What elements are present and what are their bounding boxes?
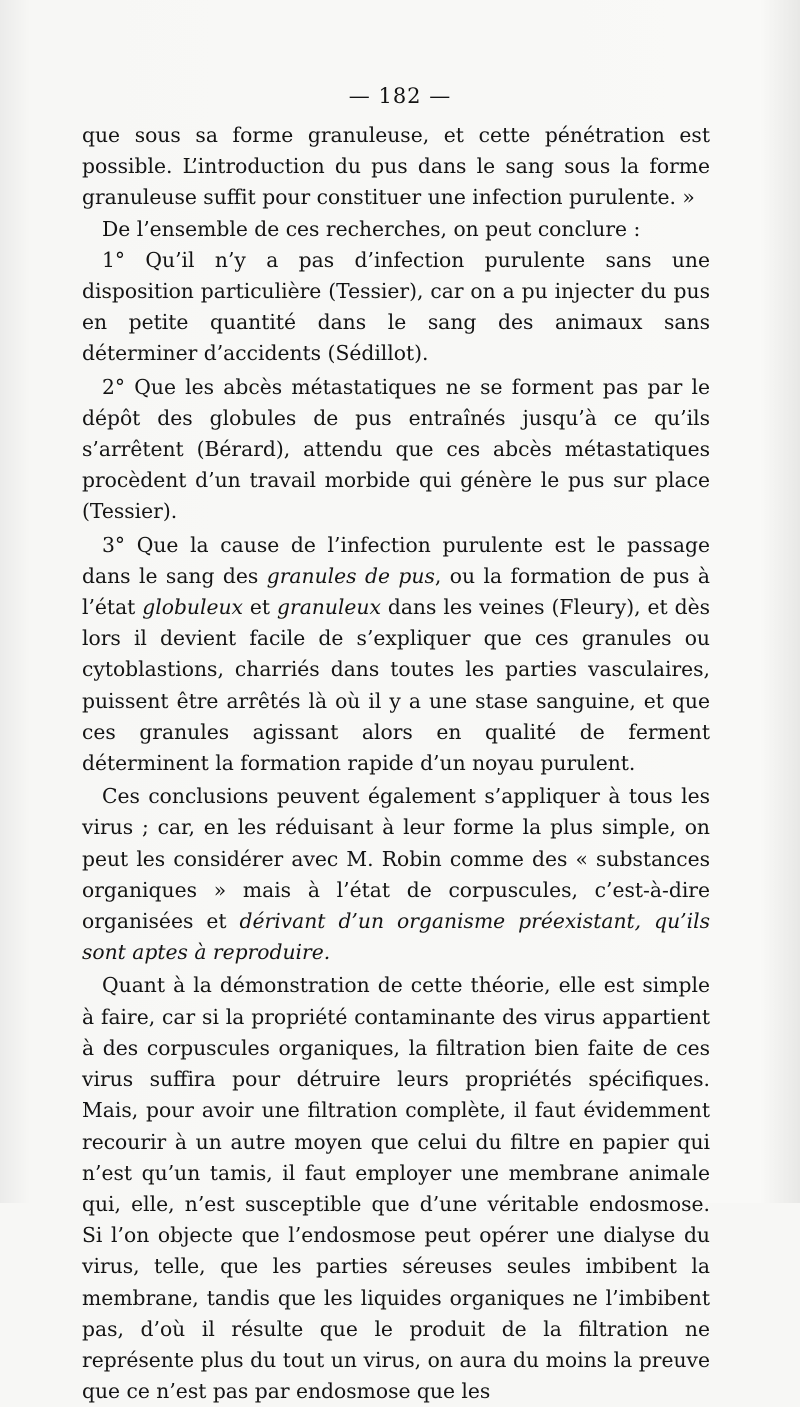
text-run: et <box>242 595 278 620</box>
text-run: 1° Qu’il n’y a pas d’infection purulente sans une disposition particulière (Tessier), car on a pu injecter du pus en petite quantité dans le sang des animaux sans déterminer d’accidents (Sédillot). <box>82 247 710 366</box>
paragraph-3 <box>82 245 710 370</box>
page-number: — 182 — <box>348 84 452 108</box>
text-run: , ou la formation de pus à l’état <box>82 563 711 620</box>
text-run: De l’ensemble de ces recherches, on peut conclure : <box>102 216 641 241</box>
italic-text-run: globuleux <box>142 595 243 620</box>
paragraph-5 <box>82 530 710 780</box>
body-text <box>82 120 710 1407</box>
text-run: Ces conclusions peuvent également s’appliquer à tous les virus ; car, en les réduisant à leur forme la plus simple, on peut les considérer avec M. Robin comme des « substances organiques » mais à l’état de corpuscules, c’est-à-dire organisées et <box>82 784 710 934</box>
text-run: dans les veines (Fleury), et dès lors il devient facile de s’expliquer que ces granules ou cytoblastions, charriés dans toutes les parties vasculaires, puissent être arrêtés là où il y a une stase sanguine, et que ces granules agissant alors en qualité de ferment déterminent la formation rapide d’un noyau purulent. <box>82 595 710 776</box>
text-run: 3° Que la cause de l’infection purulente est le passage dans le sang des <box>82 532 710 588</box>
paragraph-4 <box>82 372 710 528</box>
text-run: que sous sa forme granuleuse, et cette pénétration est possible. L’introduction du pus dans le sang sous la forme granuleuse suffit pour constituer une infection purulente. » <box>82 123 710 210</box>
italic-text-run: granules de pus <box>266 563 435 588</box>
italic-text-run: granuleux <box>277 595 381 620</box>
italic-text-run: dérivant d’un organisme préexistant, qu’ils sont aptes à reproduire. <box>82 909 710 965</box>
text-run: 2° Que les abcès métastatiques ne se forment pas par le dépôt des globules de pus entraînés jusqu’à ce qu’ils s’arrêtent (Bérard), attendu que ces abcès métastatiques procèdent d’un travail morbide qui génère le pus sur place (Tessier). <box>82 374 710 524</box>
paragraph-1 <box>82 120 710 214</box>
paragraph-2 <box>82 214 710 245</box>
text-run: Quant à la démonstration de cette théorie, elle est simple à faire, car si la propriété contaminante des virus appartient à des corpuscules organiques, la filtration bien faite de ces virus suffira pour détruire leurs propriétés spécifiques. Mais, pour avoir une filtration complète, il faut évidemment recourir à un autre moyen que celui du filtre en papier qui n’est qu’un tamis, il faut employer une membrane animale qui, elle, n’est susceptible que d’une véritable endosmose. Si l’on objecte que l’endosmose peut opérer une dialyse du virus, telle, que les parties séreuses seules imbibent la membrane, tandis que les liquides organiques ne l’imbibent pas, d’où il résulte que le produit de la filtration ne représente plus du tout un virus, on aura du moins la preuve que ce n’est pas par endosmose que les <box>82 973 710 1404</box>
paragraph-7 <box>82 970 710 1407</box>
paragraph-6 <box>82 781 710 968</box>
